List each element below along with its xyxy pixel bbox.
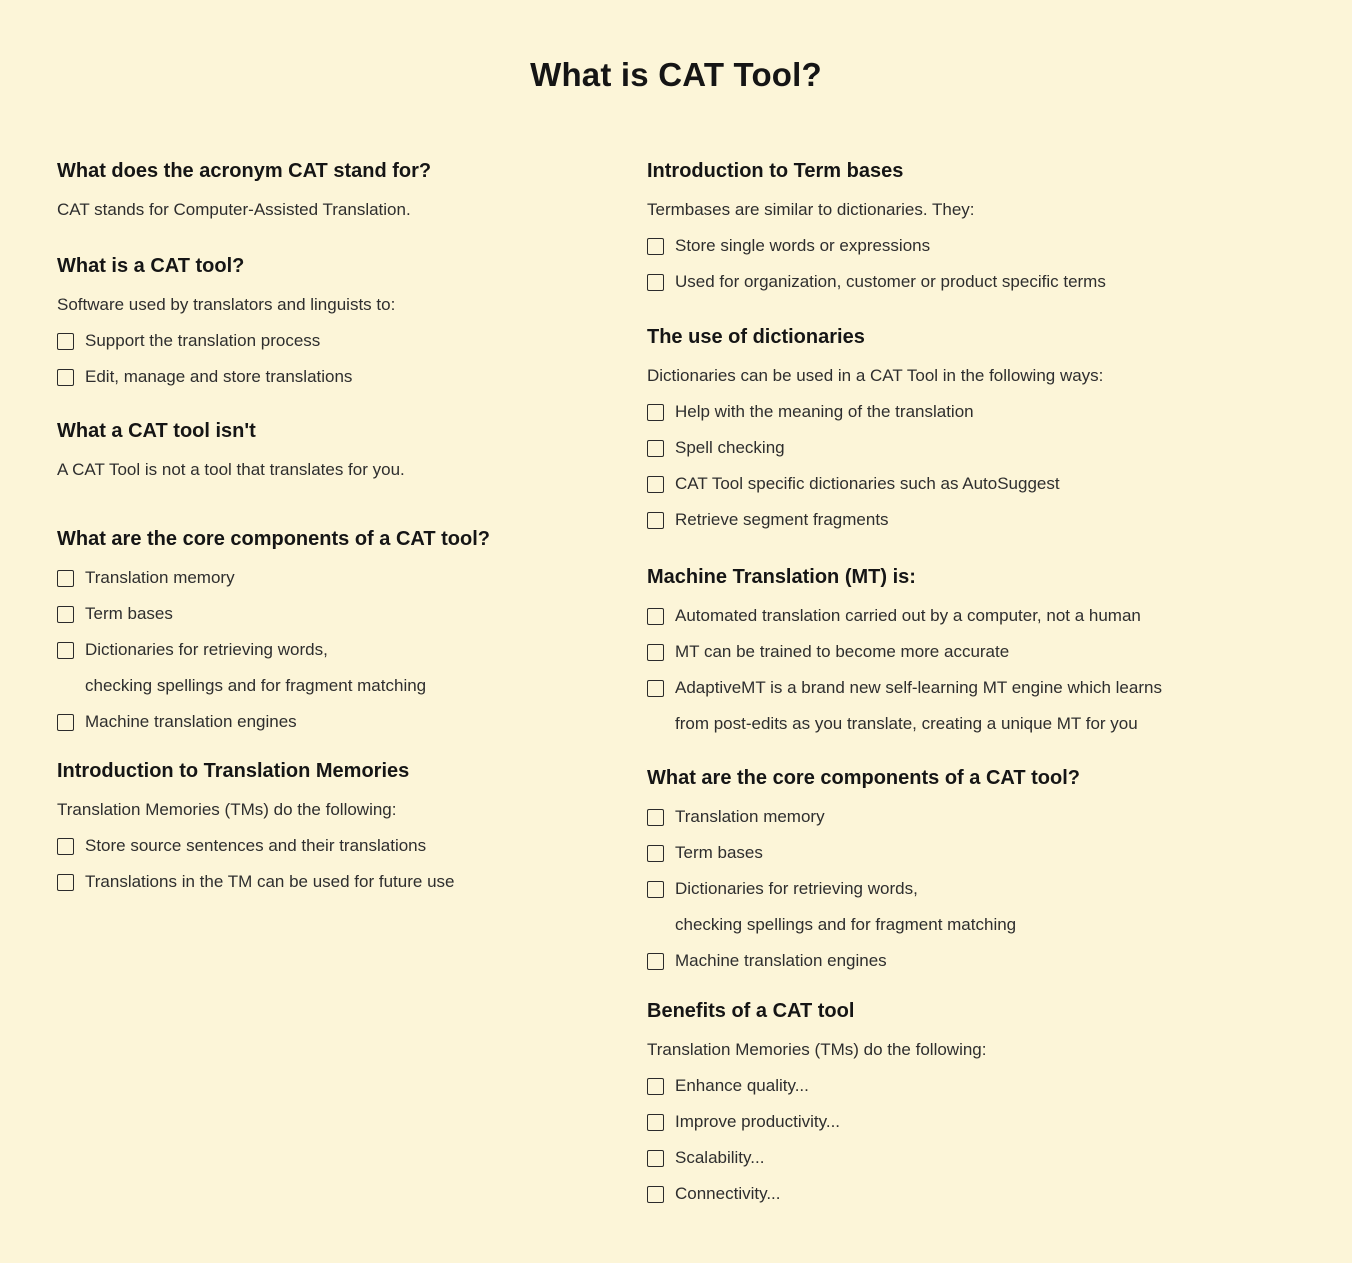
checkbox-icon[interactable]: [647, 644, 664, 661]
checklist-item[interactable]: [647, 1068, 1327, 1104]
checkbox-icon[interactable]: [57, 369, 74, 386]
checklist-item-label: Translation memory: [675, 807, 825, 826]
checklist-item-label: MT can be trained to become more accurate: [675, 642, 1010, 661]
checklist-item[interactable]: [57, 828, 622, 864]
section-heading: Introduction to Term bases: [647, 160, 904, 182]
checklist-item-label: Retrieve segment fragments: [675, 510, 889, 529]
checklist-item-label: AdaptiveMT is a brand new self-learning MT engine which learns: [675, 678, 1162, 697]
right-column: [647, 158, 1327, 1212]
checkbox-icon[interactable]: [647, 404, 664, 421]
checklist-item-label: Term bases: [85, 604, 173, 623]
section-heading: Machine Translation (MT) is:: [647, 566, 916, 588]
checkbox-icon[interactable]: [647, 1114, 664, 1131]
checklist-item-label: Translation memory: [85, 568, 235, 587]
checklist-item[interactable]: [647, 466, 1327, 502]
section-heading: Benefits of a CAT tool: [647, 1000, 855, 1022]
checklist-item[interactable]: [647, 1140, 1327, 1176]
checklist-item[interactable]: [647, 430, 1327, 466]
checklist-item[interactable]: [57, 596, 622, 632]
checklist-item-label: Improve productivity...: [675, 1112, 841, 1131]
section-what-a-cat-tool-isn-t: [57, 418, 622, 488]
checklist-item[interactable]: [57, 359, 622, 395]
checkbox-icon[interactable]: [647, 953, 664, 970]
section-what-are-the-core-components-of-a-cat-to: [57, 526, 622, 740]
checkbox-icon[interactable]: [57, 838, 74, 855]
checkbox-icon[interactable]: [57, 874, 74, 891]
section-heading: What are the core components of a CAT tool?: [57, 528, 490, 550]
checkbox-icon[interactable]: [647, 1078, 664, 1095]
checkbox-icon[interactable]: [647, 274, 664, 291]
checklist-item[interactable]: [647, 943, 1327, 979]
checkbox-icon[interactable]: [57, 570, 74, 587]
checklist-item-label: Help with the meaning of the translation: [675, 402, 974, 421]
section-heading: What is a CAT tool?: [57, 255, 245, 277]
section-body: Software used by translators and linguists to:: [57, 295, 396, 314]
checklist-item-continuation: checking spellings and for fragment matching: [675, 915, 1017, 934]
checklist-item[interactable]: [647, 1176, 1327, 1212]
checkbox-icon[interactable]: [647, 440, 664, 457]
checkbox-icon[interactable]: [647, 512, 664, 529]
checkbox-icon[interactable]: [647, 881, 664, 898]
checklist-item-label: Automated translation carried out by a computer, not a human: [675, 606, 1141, 625]
checklist-item[interactable]: [57, 632, 622, 668]
checklist-item-label: Dictionaries for retrieving words,: [85, 640, 328, 659]
section-introduction-to-translation-memories: [57, 758, 622, 900]
section-what-is-a-cat-tool: [57, 253, 622, 395]
section-heading: What are the core components of a CAT tool?: [647, 767, 1080, 789]
checkbox-icon[interactable]: [647, 680, 664, 697]
section-the-use-of-dictionaries: [647, 324, 1327, 538]
checklist-item-label: Spell checking: [675, 438, 785, 457]
checklist-item-continuation: from post-edits as you translate, creating a unique MT for you: [675, 714, 1138, 733]
checklist-item[interactable]: [647, 1104, 1327, 1140]
section-heading: What a CAT tool isn't: [57, 420, 256, 442]
checklist-item-label: CAT Tool specific dictionaries such as AutoSuggest: [675, 474, 1060, 493]
checkbox-icon[interactable]: [647, 608, 664, 625]
checkbox-icon[interactable]: [57, 714, 74, 731]
checkbox-icon[interactable]: [57, 606, 74, 623]
checklist-item[interactable]: [647, 502, 1327, 538]
checklist-item-label: Used for organization, customer or product specific terms: [675, 272, 1106, 291]
checkbox-icon[interactable]: [57, 333, 74, 350]
checklist-item[interactable]: [647, 835, 1327, 871]
checklist-item[interactable]: [57, 864, 622, 900]
section-heading: Introduction to Translation Memories: [57, 760, 410, 782]
section-what-does-the-acronym-cat-stand-for: [57, 158, 622, 228]
section-body: Dictionaries can be used in a CAT Tool in the following ways:: [647, 366, 1104, 385]
checklist-item[interactable]: [647, 264, 1327, 300]
section-heading: The use of dictionaries: [647, 326, 865, 348]
section-body: CAT stands for Computer-Assisted Translation.: [57, 200, 411, 219]
section-body: A CAT Tool is not a tool that translates for you.: [57, 460, 405, 479]
section-body: Translation Memories (TMs) do the following:: [647, 1040, 987, 1059]
checklist-item[interactable]: [647, 598, 1327, 634]
checklist-item-continuation: checking spellings and for fragment matching: [85, 676, 427, 695]
checkbox-icon[interactable]: [57, 642, 74, 659]
checkbox-icon[interactable]: [647, 1186, 664, 1203]
section-body: Termbases are similar to dictionaries. They:: [647, 200, 975, 219]
checkbox-icon[interactable]: [647, 238, 664, 255]
checkbox-icon[interactable]: [647, 1150, 664, 1167]
checklist-item-label: Support the translation process: [85, 331, 321, 350]
checklist-item[interactable]: [647, 871, 1327, 907]
left-column: [57, 158, 622, 900]
section-machine-translation-mt-is: [647, 564, 1327, 742]
checklist-item[interactable]: [647, 799, 1327, 835]
checkbox-icon[interactable]: [647, 845, 664, 862]
checklist-item[interactable]: [57, 560, 622, 596]
section-body: Translation Memories (TMs) do the following:: [57, 800, 397, 819]
checklist-item[interactable]: [647, 394, 1327, 430]
checklist-item-label: Store source sentences and their translations: [85, 836, 427, 855]
section-heading: What does the acronym CAT stand for?: [57, 160, 432, 182]
checklist-item-label: Machine translation engines: [85, 712, 297, 731]
section-introduction-to-term-bases: [647, 158, 1327, 300]
checklist-item-label: Scalability...: [675, 1148, 765, 1167]
checklist-item-label: Dictionaries for retrieving words,: [675, 879, 918, 898]
checklist-item[interactable]: [57, 323, 622, 359]
checklist-item-label: Translations in the TM can be used for future use: [85, 872, 455, 891]
checklist-item-label: Store single words or expressions: [675, 236, 931, 255]
checklist-item[interactable]: [647, 228, 1327, 264]
checklist-item[interactable]: [647, 634, 1327, 670]
checklist-item[interactable]: [57, 704, 622, 740]
section-benefits-of-a-cat-tool: [647, 998, 1327, 1212]
section-what-are-the-core-components-of-a-cat-to: [647, 765, 1327, 979]
checklist-item-label: Enhance quality...: [675, 1076, 809, 1095]
page-title: What is CAT Tool?: [530, 56, 822, 93]
checkbox-icon[interactable]: [647, 476, 664, 493]
checklist-item-label: Edit, manage and store translations: [85, 367, 353, 386]
checklist-item-label: Machine translation engines: [675, 951, 887, 970]
checkbox-icon[interactable]: [647, 809, 664, 826]
checklist-item[interactable]: [647, 670, 1327, 706]
checklist-item-label: Connectivity...: [675, 1184, 781, 1203]
checklist-item-label: Term bases: [675, 843, 763, 862]
